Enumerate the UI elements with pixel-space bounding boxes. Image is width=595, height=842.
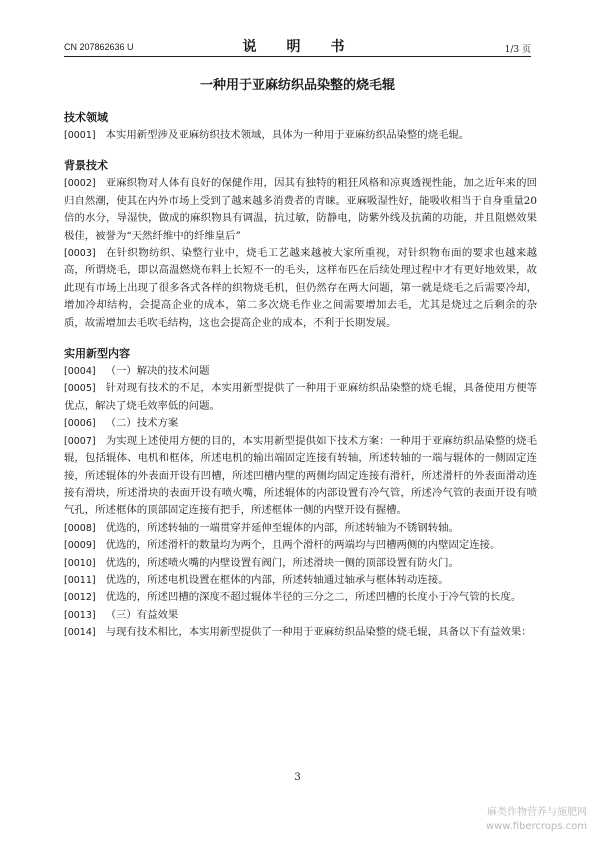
paragraph-text: 优选的，所述凹槽的深度不超过辊体半径的三分之二，所述凹槽的长度小于冷气管的长度。 [105,591,522,604]
paragraph-number: [0007] [64,435,96,447]
paragraph [64,363,537,380]
paragraph-text: 优选的，所述喷火嘴的内壁设置有阀门，所述滑块一侧的顶部设置有防火门。 [105,556,459,569]
paragraph-text: （一）解决的技术问题 [105,365,210,378]
page-indicator: 1/3 页 [504,45,531,55]
document-title: 一种用于亚麻纺织品染整的烧毛辊 [199,78,395,93]
paragraph [64,589,537,606]
section-heading: 技术领域 [64,111,108,124]
paragraph-number: [0013] [64,609,96,621]
paragraph-text: （三）有益效果 [105,608,179,621]
paragraph-text: 亚麻织物对人体有良好的保健作用，因其有独特的粗狂风格和凉爽透视性能，加之近年来的回归自然潮，使其在内外市场上受到了越来越多消费者的青睐。亚麻吸湿性好，能吸收相当于自身重量20倍的水分，导湿快，做成的麻织物具有调温，抗过敏，防静电，防紫外线及抗菌的功能，并且阻燃效果极佳，被誉为“天然纤维中的纤维皇后” [64,177,537,242]
paragraph [64,537,537,554]
publication-number: CN 207862636 U [64,42,134,52]
paragraph-text: 优选的，所述滑杆的数量均为两个，且两个滑杆的两端均与凹槽两侧的内壁固定连接。 [105,539,501,552]
paragraph [64,433,537,520]
watermark-line-1: 麻类作物营养与施肥网 [487,807,587,818]
paragraph-text: 本实用新型涉及亚麻纺织技术领域，具体为一种用于亚麻纺织品染整的烧毛辊。 [105,129,470,141]
paragraph-number: [0003] [64,248,96,260]
paragraph [64,175,537,245]
paragraph-text: 在针织物纺织、染整行业中，烧毛工艺越来越被大家所重视，对针织物布面的要求也越来越高，所谓烧毛，即以高温燃烧布料上长短不一的毛头，这样布匹在后续处理过程中才有更好地效果，故此现有市场上出现了很多各式各样的织物烧毛机，但仍然存在两大问题，第一就是烧毛之后需要冷却，增加冷却结构，会提高企业的成本，第二多次烧毛作业之间需要增加去毛，尤其是烧过之后剩余的杂质，故需增加去毛吹毛结构，这也会提高企业的成本，不利于长期发展。 [64,247,537,329]
paragraph [64,624,537,641]
document-type: 说 明 书 [242,39,353,55]
paragraph-number: [0004] [64,366,96,378]
page-number: 3 [294,772,301,783]
watermark [486,806,587,834]
watermark-line-2: www.fibercrops.com [485,821,587,832]
paragraph [64,245,537,332]
paragraph [64,572,537,589]
paragraph [64,380,537,415]
paragraph-text: （二）技术方案 [105,417,179,430]
paragraph [64,555,537,572]
paragraph-number: [0002] [64,178,96,190]
paragraph-number: [0008] [64,522,96,534]
section-heading: 实用新型内容 [64,347,130,361]
paragraph [64,127,537,144]
paragraph-text: 优选的，所述转轴的一端贯穿并延伸至辊体的内部，所述转轴为不锈钢转轴。 [105,521,459,534]
document-body [64,110,537,642]
paragraph-text: 与现有技术相比，本实用新型提供了一种用于亚麻纺织品染整的烧毛辊，具备以下有益效果： [105,626,532,639]
paragraph-number: [0014] [64,627,96,639]
paragraph-number: [0001] [64,130,96,141]
paragraph [64,415,537,432]
paragraph [64,520,537,537]
page-header [64,36,531,57]
paragraph-number: [0012] [64,592,96,604]
paragraph-number: [0009] [64,540,96,552]
paragraph-number: [0006] [64,418,96,430]
paragraph-text: 优选的，所述电机设置在框体的内部，所述转轴通过轴承与框体转动连接。 [105,573,449,586]
paragraph-text: 为实现上述使用方便的目的，本实用新型提供如下技术方案：一种用于亚麻纺织品染整的烧毛辊，包括辊体、电机和框体，所述电机的输出端固定连接有转轴，所述转轴的一端与辊体的一侧固定连接，所述辊体的外表面开设有凹槽，所述凹槽内壁的两侧均固定连接有滑杆，所述滑杆的外表面滑动连接有滑块，所述滑块的表面开设有喷火嘴，所述辊体的内部设置有冷气管，所述冷气管的表面开设有喷气孔，所述框体的顶部固定连接有把手，所述框体一侧的内壁开设有握槽。 [64,434,537,517]
paragraph-number: [0010] [64,557,96,569]
paragraph-number: [0005] [64,383,96,395]
section-heading: 背景技术 [64,159,108,173]
paragraph [64,607,537,624]
paragraph-number: [0011] [64,574,96,586]
paragraph-text: 针对现有技术的不足，本实用新型提供了一种用于亚麻纺织品染整的烧毛辊，具备使用方便等优点，解决了烧毛效率低的问题。 [64,382,537,412]
